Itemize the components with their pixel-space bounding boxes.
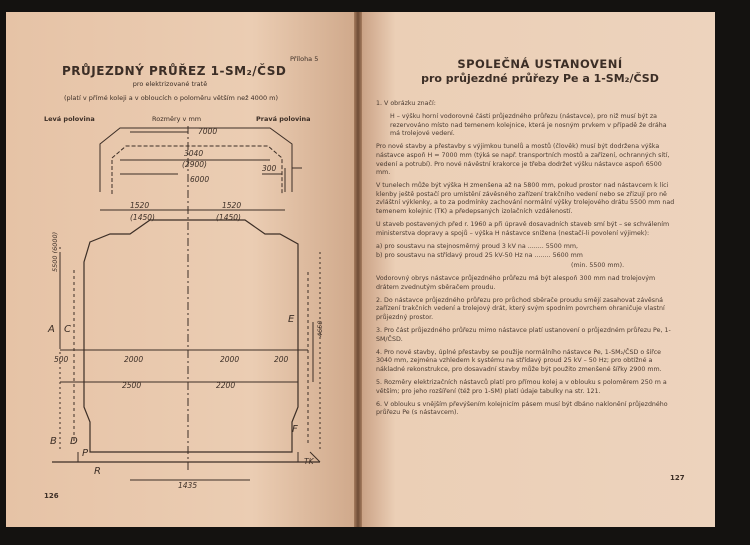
dim-3040: 3040 xyxy=(184,149,204,158)
dim-2000-right: 2000 xyxy=(220,355,240,364)
col-mid-label: Rozměry v mm xyxy=(152,115,202,123)
para-11: 6. V oblouku s vnějším převýšením kolejnicím pásem musí být dbáno naklonění průjezdného průřezu Pe (s nástavcem). xyxy=(376,400,668,417)
dim-vertical-right: 4650 xyxy=(316,320,324,337)
dim-1450-right: (1450) xyxy=(216,213,241,222)
right-page-body: 1. V obrázku značí: H – výšku horní vodorovné části průjezdného průřezu (nástavce), pro niž musí být za rezervováno místo nad temenem kolejnice, která je nosným prvkem v případě že dráha má trolejové vedení. Pro nové stavby a přestavby s výjimkou tunelů a mostů (člověk) musí být dodržena výška nástavce aspoň H = 7000 mm (týká se např. transportních mostů a zařízení, ochranných sítí, vedení a potrubí). Pro nové návěstní krakorce je třeba dodržet výšku nástavce aspoň 6500 mm. V tunelech může být výška H zmenšena až na 5800 mm, pokud prostor nad nástavcem k líci klenby ještě postačí pro umístění závěsného zařízení trakčního vedení nebo se zřizují pro ně zvláštní výklenky, a to za podmínky zachování normální výšky trolejového drátu 5500 mm nad temenem kolejnic (TK) a předepsaných izolačních vzdáleností. U staveb postavených před r. 1960 a při úpravě dosavadních staveb smí být – se schválením ministerstva dopravy a spojů – výška H nástavce snížena (nestačí-li povolení výjimek): a) pro soustavu na stejnosměrný proud 3 kV na ........ 5500 mm, b) pro soustavu na střídavý proud 25 kV-50 Hz na ........ 5600 mm (min. 5500 mm). Vodorovný obrys nástavce průjezdného průřezu má být alespoň 300 mm nad trolejovým drátem zvednutým sběračem proudu. 2. Do nástavce průjezdného průřezu pro průchod sběrače proudu smějí zasahovat závěsná zařízení trakčních vedení a trolejový drát, který svým spodním povrchem ohraničuje vlastní průjezdný prostor. 3. Pro část průjezdného průřezu mimo nástavce platí ustanovení o průjezdném průřezu Pe, 1-SM/ČSD. 4. Pro nové stavby, úplné přestavby se použije normálního nástavce Pe, 1-SM₂/ČSD o šířce 3040 mm, zejména vzhledem k systému na střídavý proud 25 kV – 50 Hz; pro obtížné a nákladné rekonstrukce, pro dosavadní stavby může být použito zmenšené šířky 2900 mm. 5. Rozměry elektrizačních nástavců platí pro přímou kolej a v oblouku s poloměrem 250 m a větším; pro jeho rozšíření (též pro 1-SM) platí údaje tabulky na str. 121. 6. V oblouku s vnějším převýšením kolejnicím pásem musí být dbáno naklonění průjezdného průřezu Pe (s nástavcem). xyxy=(376,100,675,417)
book-gutter xyxy=(354,12,362,527)
letter-b: B xyxy=(50,436,57,447)
para-4: V tunelech může být výška H zmenšena až na 5800 mm, pokud prostor nad nástavcem k líci klenby ještě postačí pro umístění závěsného zařízení trakčního vedení nebo se zřizují pro ně zvláštní výklenky, a to za podmínky zachování normální výšky trolejového drátu 5500 mm nad temenem kolejnic (TK) a předepsaných izolačních vzdáleností. xyxy=(376,182,675,216)
dim-2200: 2200 xyxy=(216,381,236,390)
gauge-outline xyxy=(84,220,298,452)
right-page-title: SPOLEČNÁ USTANOVENÍ xyxy=(457,57,623,71)
dim-1435: 1435 xyxy=(178,481,198,490)
dim-300: 300 xyxy=(262,164,277,173)
para-3: Pro nové stavby a přestavby s výjimkou tunelů a mostů (člověk) musí být dodržena výška nástavce aspoň H = 7000 mm (týká se např. transportních mostů a zařízení, ochranných sítí, vedení a potrubí). Pro nové návěstní krakorce je třeba dodržet výšku nástavce aspoň 6500 mm. xyxy=(376,143,670,177)
letter-d: D xyxy=(70,436,78,447)
left-page-subtitle: pro elektrizované tratě xyxy=(132,80,208,88)
left-page-title: PRŮJEZDNÝ PRŮŘEZ 1-SM₂/ČSD xyxy=(62,64,287,78)
para-7: 2. Do nástavce průjezdného průřezu pro průchod sběrače proudu smějí zasahovat závěsná zařízení trakčních vedení a trolejový drát, který svým spodním povrchem ohraničuje vlastní průjezdný prostor. xyxy=(376,296,665,321)
para-h: H – výšku horní vodorovné části průjezdného průřezu (nástavce), pro niž musí být za rezervováno místo nad temenem kolejnice, která je nosným prvkem v případě že dráha má trolejové vedení. xyxy=(390,113,667,138)
para-5a-label: a) pro soustavu na stejnosměrný proud 3 kV na xyxy=(376,242,526,250)
col-left-label: Levá polovina xyxy=(44,115,95,123)
para-8: 3. Pro část průjezdného průřezu mimo nástavce platí ustanovení o průjezdném průřezu Pe, 1-SM/ČSD. xyxy=(376,327,671,343)
letter-a: A xyxy=(48,324,55,335)
dim-2900: (2900) xyxy=(182,160,207,169)
dim-1520-left: 1520 xyxy=(130,201,150,210)
col-right-label: Pravá polovina xyxy=(256,115,311,123)
para-6: Vodorovný obrys nástavce průjezdného průřezu má být alespoň 300 mm nad trolejovým drátem zvednutým sběračem proudu. xyxy=(376,275,656,291)
clearance-diagram xyxy=(30,122,340,492)
dim-7000: 7000 xyxy=(198,127,218,136)
para-5b-value2: (min. 5500 mm). xyxy=(571,262,625,269)
dim-6000: 6000 xyxy=(190,175,210,184)
para-5a-value: 5500 mm, xyxy=(545,242,579,250)
letter-p: P xyxy=(82,448,89,459)
letter-c: C xyxy=(64,324,71,335)
para-1: 1. V obrázku značí: xyxy=(376,100,436,107)
dim-1520-right: 1520 xyxy=(222,201,242,210)
dim-200: 200 xyxy=(274,355,289,364)
para-9: 4. Pro nové stavby, úplné přestavby se použije normálního nástavce Pe, 1-SM₂/ČSD o šířce 3040 mm, zejména vzhledem k systému na střídavý proud 25 kV – 50 Hz; pro obtížné a nákladné rekonstrukce, pro dosavadní stavby může být použito zmenšené šířky 2900 mm. xyxy=(376,348,662,373)
para-5b-value: 5600 mm xyxy=(552,252,583,260)
right-page-subtitle: pro průjezdné průřezy Pe a 1-SM₂/ČSD xyxy=(421,72,659,85)
attachment-label: Příloha 5 xyxy=(290,55,319,63)
para-5b-label: b) pro soustavu na střídavý proud 25 kV-50 Hz na xyxy=(376,252,533,260)
dim-1450-left: (1450) xyxy=(130,213,155,222)
left-page-note: (platí v přímé koleji a v obloucích o poloměru větším než 4000 m) xyxy=(63,94,279,102)
dim-500: 500 xyxy=(54,355,69,364)
letter-e: E xyxy=(288,314,295,325)
letter-f: F xyxy=(292,424,298,435)
page-number-right: 127 xyxy=(670,474,685,482)
page-number-left: 126 xyxy=(44,492,59,500)
para-10: 5. Rozměry elektrizačních nástavců platí pro přímou kolej a v oblouku s poloměrem 250 m a větším; pro jeho rozšíření (též pro 1-SM) platí údaje tabulky na str. 121. xyxy=(376,379,667,395)
dim-vertical-left: 5500 (6000) xyxy=(51,231,59,272)
dim-2000-left: 2000 xyxy=(124,355,144,364)
para-5: U staveb postavených před r. 1960 a při úpravě dosavadních staveb smí být – se schválením ministerstva dopravy a spojů – výška H nástavce snížena (nestačí-li povolení výjimek): xyxy=(376,221,670,237)
letter-r: R xyxy=(94,466,101,477)
dim-2500: 2500 xyxy=(122,381,142,390)
tk-label: TK xyxy=(304,457,314,466)
